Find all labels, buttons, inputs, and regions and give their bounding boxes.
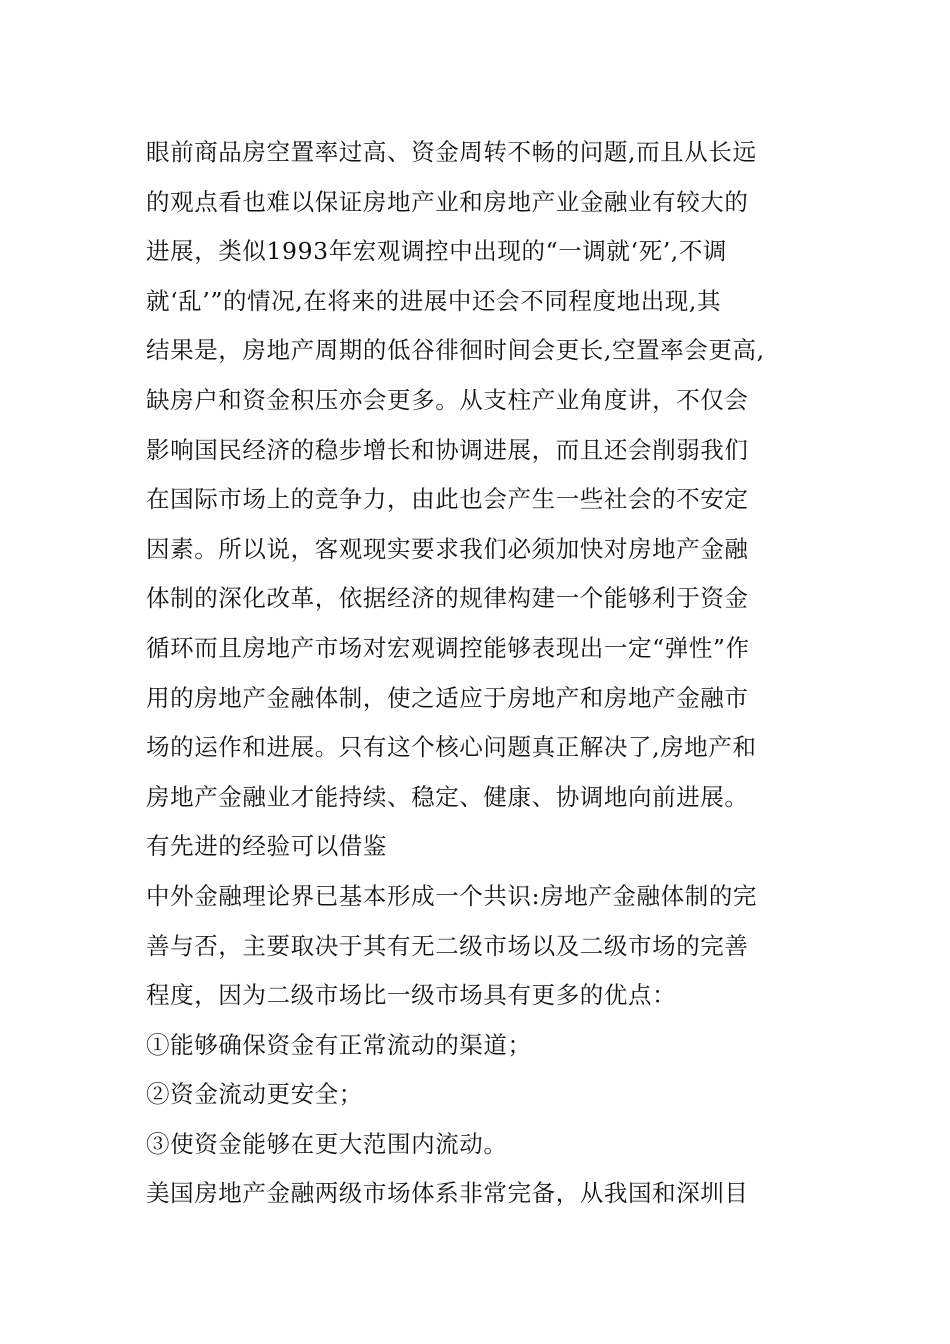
- text-line: 在国际市场上的竞争力，由此也会产生一些社会的不安定: [146, 485, 749, 514]
- text-line: 美国房地产金融两级市场体系非常完备，从我国和深圳目: [146, 1179, 749, 1208]
- text-line: 的观点看也难以保证房地产业和房地产业金融业有较大的: [146, 187, 749, 216]
- body-text: [146, 128, 816, 1219]
- text-line: 循环而且房地产市场对宏观调控能够表现出一定“弹性”作: [146, 633, 750, 662]
- text-line: 进展，类似1993年宏观调控中出现的“一调就‘死’,不调: [146, 237, 728, 266]
- text-line: 房地产金融业才能持续、稳定、健康、协调地向前进展。: [146, 782, 749, 811]
- text-line: 体制的深化改革，依据经济的规律构建一个能够利于资金: [146, 584, 749, 613]
- section-heading: 有先进的经验可以借鉴: [146, 832, 387, 861]
- text-line: 场的运作和进展。只有这个核心问题真正解决了,房地产和: [146, 733, 757, 762]
- text-line: 用的房地产金融体制，使之适应于房地产和房地产金融市: [146, 683, 749, 712]
- text-line: 眼前商品房空置率过高、资金周转不畅的问题,而且从长远: [146, 138, 757, 166]
- text-line: 缺房户和资金积压亦会更多。从支柱产业角度讲，不仅会: [146, 385, 749, 414]
- text-line: 就‘乱’”的情况,在将来的进展中还会不同程度地出现,其: [146, 286, 722, 315]
- list-item: ①能够确保资金有正常流动的渠道；: [146, 1030, 532, 1059]
- text-line: 因素。所以说，客观现实要求我们必须加快对房地产金融: [146, 534, 749, 563]
- list-item: ②资金流动更安全；: [146, 1080, 363, 1109]
- text-line: 影响国民经济的稳步增长和协调进展，而且还会削弱我们: [146, 435, 749, 464]
- text-line: 中外金融理论界已基本形成一个共识:房地产金融体制的完: [146, 881, 758, 910]
- text-line: 结果是，房地产周期的低谷徘徊时间会更长,空置率会更高,: [146, 336, 765, 365]
- list-item: ③使资金能够在更大范围内流动。: [146, 1129, 508, 1158]
- text-line: 程度，因为二级市场比一级市场具有更多的优点：: [146, 981, 677, 1010]
- text-line: 善与否，主要取决于其有无二级市场以及二级市场的完善: [146, 931, 749, 960]
